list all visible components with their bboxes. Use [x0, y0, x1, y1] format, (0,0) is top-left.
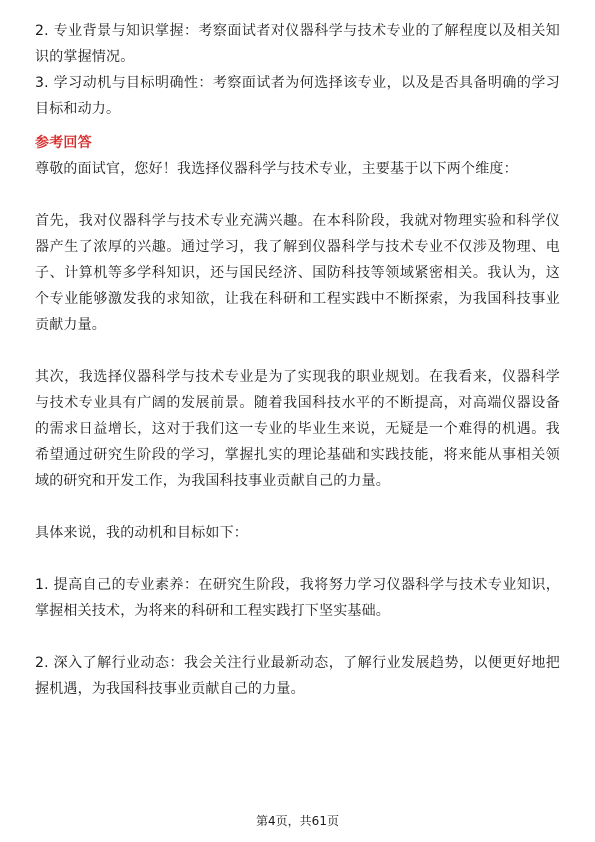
- page-number-footer: 第4页，共61页: [256, 814, 339, 828]
- answer-point-2: 2. 深入了解行业动态：我会关注行业最新动态，了解行业发展趋势，以便更好地把握机遇，为我国科技事业贡献自己的力量。: [35, 655, 560, 697]
- answer-paragraph-1: 首先，我对仪器科学与技术专业充满兴趣。在本科阶段，我就对物理实验和科学仪器产生了浓厚的兴趣。通过学习，我了解到仪器科学与技术专业不仅涉及物理、电子、计算机等多学科知识，还与国民经济、国防科技等领域紧密相关。我认为，这个专业能够激发我的求知欲，让我在科研和工程实践中不断探索，为我国科技事业贡献力量。: [35, 213, 560, 333]
- page-content: [35, 18, 560, 702]
- paragraph-gap: [35, 624, 560, 650]
- paragraph-gap: [35, 546, 560, 572]
- paragraph-gap: [35, 494, 560, 520]
- answer-intro: 尊敬的面试官，您好！我选择仪器科学与技术专业，主要基于以下两个维度：: [35, 161, 518, 177]
- answer-point-1: 1. 提高自己的专业素养：在研究生阶段，我将努力学习仪器科学与技术专业知识，掌握相关技术，为将来的科研和工程实践打下坚实基础。: [35, 577, 560, 619]
- question-item-2: 2. 专业背景与知识掌握：考察面试者对仪器科学与技术专业的了解程度以及相关知识的掌握情况。: [35, 23, 560, 65]
- question-item-3: 3. 学习动机与目标明确性：考察面试者为何选择该专业，以及是否具备明确的学习目标和动力。: [35, 75, 560, 117]
- answer-heading: 参考回答: [35, 135, 92, 151]
- answer-paragraph-2: 其次，我选择仪器科学与技术专业是为了实现我的职业规划。在我看来，仪器科学与技术专业具有广阔的发展前景。随着我国科技水平的不断提高，对高端仪器设备的需求日益增长，这对于我们这一专业的毕业生来说，无疑是一个难得的机遇。我希望通过研究生阶段的学习，掌握扎实的理论基础和实践技能，将来能从事相关领域的研究和开发工作，为我国科技事业贡献自己的力量。: [35, 369, 560, 489]
- paragraph-gap: [35, 338, 560, 364]
- paragraph-gap: [35, 182, 560, 208]
- answer-paragraph-3: 具体来说，我的动机和目标如下：: [35, 525, 248, 541]
